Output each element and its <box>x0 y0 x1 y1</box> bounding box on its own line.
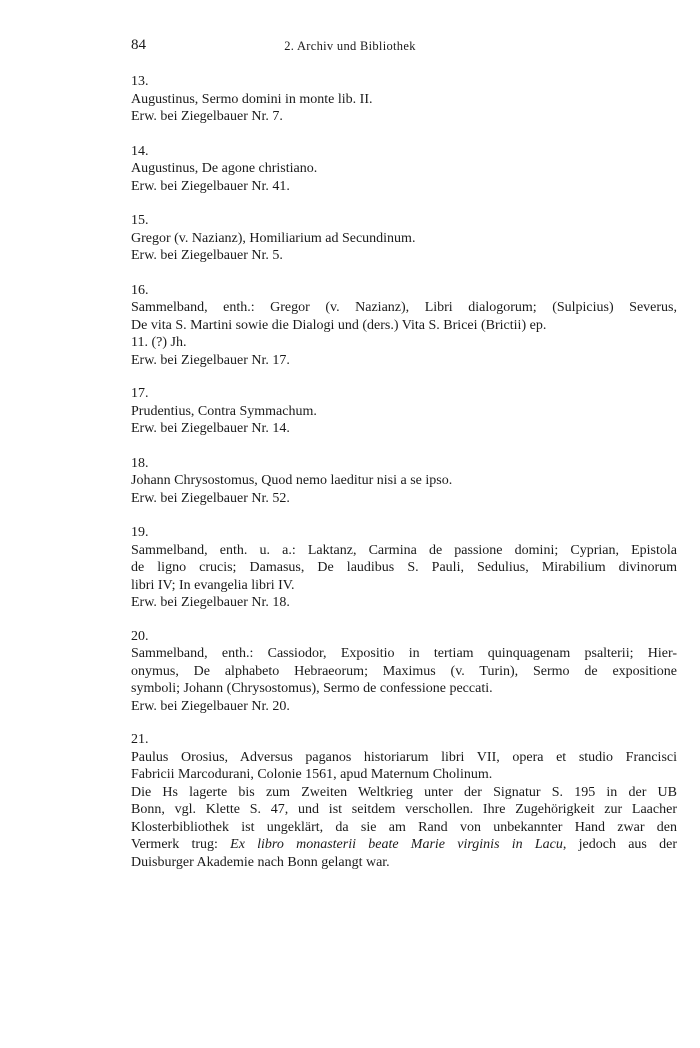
entry-line: Augustinus, De agone christiano. <box>131 161 318 176</box>
entry-line: De vita S. Martini sowie die Dialogi und (ders.) Vita S. Bricei (Brictii) ep. <box>131 317 547 333</box>
catalog-entry-18 <box>131 455 677 508</box>
page-number: 84 <box>131 37 146 53</box>
entry-line: 11. (?) Jh. <box>131 335 187 350</box>
entry-line: Johann Chrysostomus, Quod nemo laeditur nisi a se ipso. <box>131 473 453 488</box>
entry-line: Erw. bei Ziegelbauer Nr. 20. <box>131 698 290 714</box>
entry-line: libri IV; In evangelia libri IV. <box>131 577 295 593</box>
entry-line: Erw. bei Ziegelbauer Nr. 18. <box>131 595 290 610</box>
entry-line: Erw. bei Ziegelbauer Nr. 5. <box>131 248 283 263</box>
catalog-entry-19 <box>131 524 677 612</box>
entry-line: Fabricii Marcodurani, Colonie 1561, apud Maternum Cholinum. <box>131 767 493 782</box>
catalog-entry-16 <box>131 282 677 370</box>
vermerk-prefix: Vermerk trug: <box>131 837 231 852</box>
entry-line: Augustinus, Sermo domini in monte lib. II. <box>131 91 373 107</box>
catalog-entries <box>131 73 677 888</box>
entry-number: 20. <box>131 628 149 644</box>
vermerk-suffix: , jedoch aus der <box>562 837 677 852</box>
vermerk-quotation: Ex libro monasterii beate Marie virginis in Lacu <box>230 837 563 852</box>
entry-number: 18. <box>131 455 149 471</box>
catalog-entry-13 <box>131 73 677 126</box>
entry-line: Sammelband, enth.: Cassiodor, Expositio in tertiam quinquagenam psalterii; Hier- <box>131 646 677 661</box>
entry-line: Erw. bei Ziegelbauer Nr. 52. <box>131 490 290 506</box>
entry-line: Erw. bei Ziegelbauer Nr. 14. <box>131 421 290 436</box>
entry-number: 14. <box>131 143 149 159</box>
entry-number: 17. <box>131 386 149 401</box>
entry-number: 16. <box>131 282 149 298</box>
entry-number: 15. <box>131 213 149 228</box>
catalog-entry-20 <box>131 628 677 716</box>
entry-line: Erw. bei Ziegelbauer Nr. 7. <box>131 109 283 124</box>
entry-line: Paulus Orosius, Adversus paganos historiarum libri VII, opera et studio Francisci <box>131 749 677 765</box>
entry-line: Bonn, vgl. Klette S. 47, und ist seitdem verschollen. Ihre Zugehörigkeit zur Laacher <box>131 802 677 817</box>
entry-line: Gregor (v. Nazianz), Homiliarium ad Secundinum. <box>131 230 416 246</box>
entry-line: Sammelband, enth. u. a.: Laktanz, Carmina de passione domini; Cyprian, Epistola <box>131 542 677 558</box>
entry-line: Prudentius, Contra Symmachum. <box>131 403 317 419</box>
entry-line: Die Hs lagerte bis zum Zweiten Weltkrieg unter der Signatur S. 195 in der UB <box>131 784 677 800</box>
entry-line: onymus, De alphabeto Hebraeorum; Maximus (v. Turin), Sermo de expositione <box>131 663 677 679</box>
entry-line: Duisburger Akademie nach Bonn gelangt war. <box>131 854 390 870</box>
entry-line: Sammelband, enth.: Gregor (v. Nazianz), Libri dialogorum; (Sulpicius) Severus, <box>131 300 677 315</box>
catalog-entry-17 <box>131 385 677 438</box>
entry-line: de ligno crucis; Damasus, De laudibus S. Pauli, Sedulius, Mirabilium divinorum <box>131 560 677 575</box>
catalog-entry-21 <box>131 731 677 871</box>
entry-line: Erw. bei Ziegelbauer Nr. 17. <box>131 352 290 368</box>
entry-line: symboli; Johann (Chrysostomus), Sermo de confessione peccati. <box>131 681 493 696</box>
entry-line: Klosterbibliothek ist ungeklärt, da sie am Rand von unbekannter Hand zwar den <box>131 819 677 835</box>
catalog-entry-14 <box>131 143 677 196</box>
entry-number: 21. <box>131 732 149 747</box>
running-title: 2. Archiv und Bibliothek <box>284 39 416 53</box>
entry-number: 19. <box>131 525 149 540</box>
vermerk-line <box>131 836 677 854</box>
entry-number: 13. <box>131 74 149 89</box>
catalog-entry-15 <box>131 212 677 265</box>
entry-line: Erw. bei Ziegelbauer Nr. 41. <box>131 178 290 194</box>
